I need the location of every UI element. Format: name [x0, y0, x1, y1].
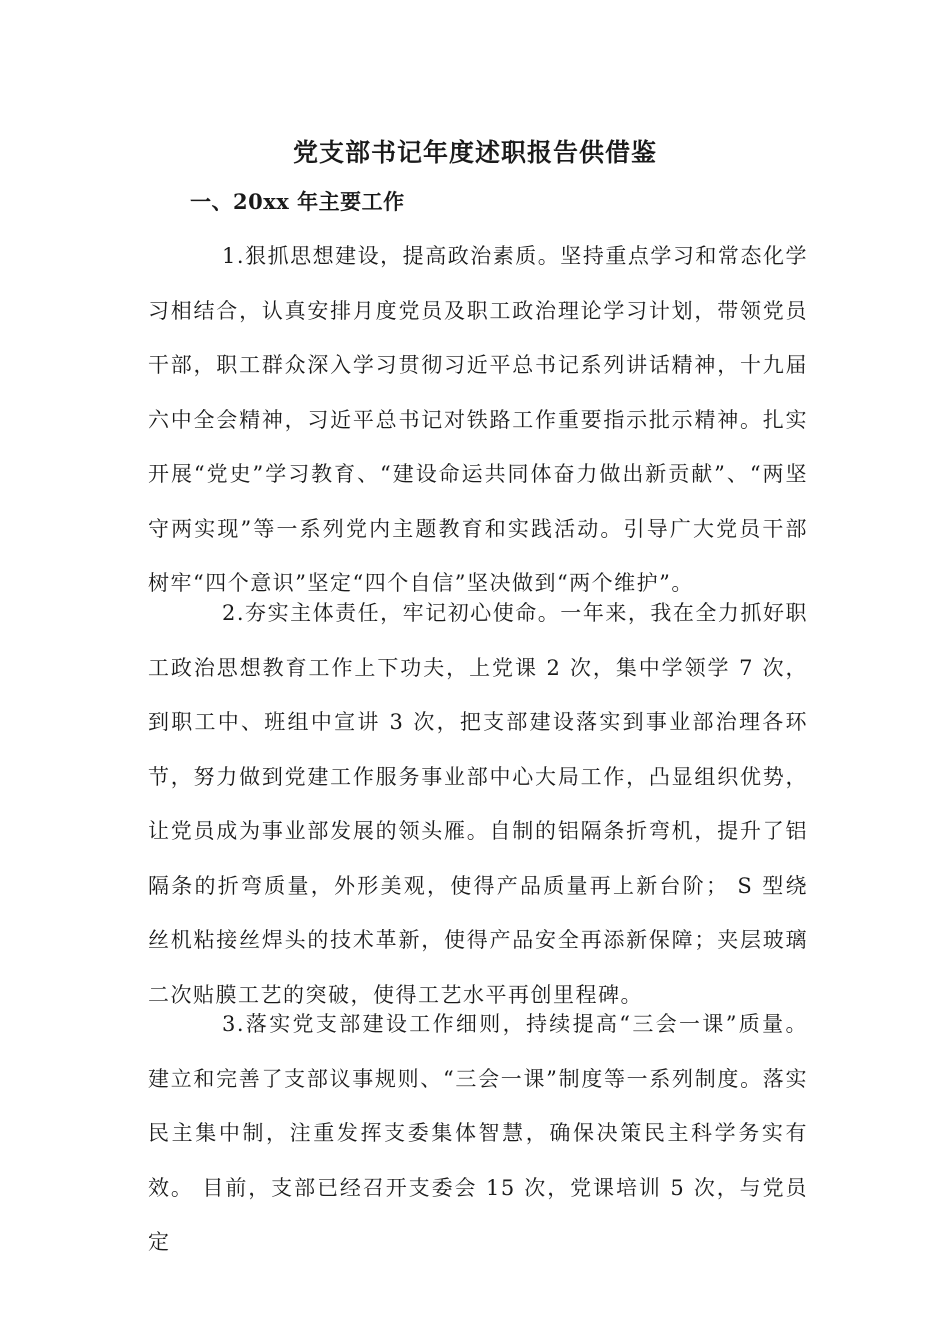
paragraph-3: 3.落实党支部建设工作细则，持续提高“三会一课”质量。建立和完善了支部议事规则、“三会一课”制度等一系列制度。落实民主集中制，注重发挥支委集体智慧，确保决策民主科学务实有效。 目前，支部已经召开支委会 15 次，党课培训 5 次，与党员定 — [148, 1012, 808, 1254]
paragraph-2: 2.夯实主体责任，牢记初心使命。一年来，我在全力抓好职工政治思想教育工作上下功夫，上党课 2 次，集中学领学 7 次，到职工中、班组中宣讲 3 次，把支部建设落实到事业部治理各环节，努力做到党建工作服务事业部中心大局工作，凸显组织优势，让党员成为事业部发展的领头雁。自制的铝隔条折弯机，提升了铝隔条的折弯质量，外形美观，使得产品质量再上新台阶； S 型绕丝机粘接丝焊头的技术革新，使得产品安全再添新保障；夹层玻璃二次贴膜工艺的突破，使得工艺水平再创里程碑。 — [148, 601, 808, 1007]
document-title: 党支部书记年度述职报告供借鉴 — [292, 138, 657, 167]
paragraph-1: 1.狠抓思想建设，提高政治素质。坚持重点学习和常态化学习相结合，认真安排月度党员及职工政治理论学习计划，带领党员干部，职工群众深入学习贯彻习近平总书记系列讲话精神，十九届六中全会精神，习近平总书记对铁路工作重要指示批示精神。扎实开展“党史”学习教育、“建设命运共同体奋力做出新贡献”、“两坚守两实现”等一系列党内主题教育和实践活动。引导广大党员干部树牢“四个意识”坚定“四个自信”坚决做到“两个维护”。 — [148, 244, 808, 595]
section-heading: 一、20xx 年主要工作 — [190, 189, 405, 214]
